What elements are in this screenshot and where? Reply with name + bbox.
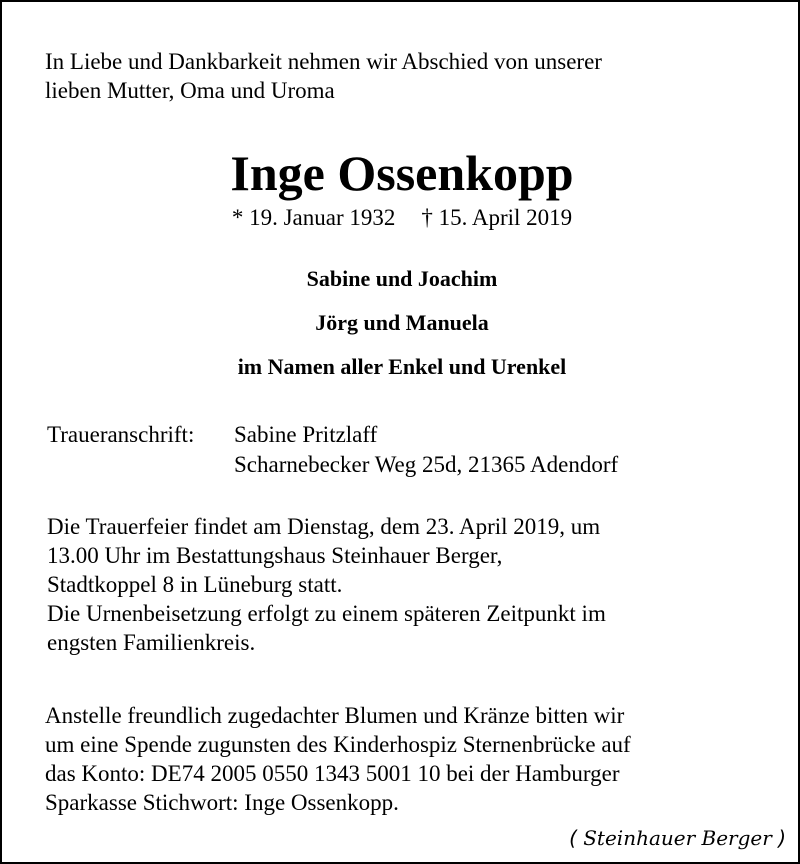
mourner-line: im Namen aller Enkel und Urenkel: [237, 354, 567, 379]
address-line: Sabine Pritzlaff: [234, 422, 378, 447]
ceremony-line: Die Urnenbeisetzung erfolgt zu einem späteren Zeitpunkt im: [47, 601, 606, 626]
address-line: Scharnebecker Weg 25d, 21365 Adendorf: [234, 452, 619, 477]
signature-paren-open: (: [569, 826, 577, 850]
ceremony-line: Die Trauerfeier findet am Dienstag, dem 23. April 2019, um: [47, 514, 601, 539]
ceremony-line: Stadtkoppel 8 in Lüneburg statt.: [47, 572, 343, 597]
intro-line: In Liebe und Dankbarkeit nehmen wir Abschied von unserer: [45, 49, 602, 74]
mourner-line: Jörg und Manuela: [315, 310, 489, 335]
ceremony-info: [47, 512, 767, 657]
donation-line: um eine Spende zugunsten des Kinderhospiz Sternenbrücke auf: [45, 732, 631, 757]
signature-paren-close: ): [778, 826, 786, 850]
deceased-name: Inge Ossenkopp: [230, 145, 574, 201]
mourners-list: [2, 264, 800, 396]
life-dates: [2, 203, 800, 232]
mourner-line: Sabine und Joachim: [306, 266, 498, 291]
death-date: † 15. April 2019: [421, 205, 573, 230]
donation-info: [45, 701, 785, 817]
ceremony-line: engsten Familienkreis.: [47, 630, 256, 655]
birth-date: * 19. Januar 1932: [231, 205, 396, 230]
signature-text: Steinhauer Berger: [583, 826, 772, 850]
address-label: Traueranschrift:: [47, 422, 195, 447]
ceremony-line: 13.00 Uhr im Bestattungshaus Steinhauer Berger,: [47, 543, 503, 568]
funeral-home-signature: [569, 825, 786, 851]
intro-line: lieben Mutter, Oma und Uroma: [45, 78, 335, 103]
donation-line: Sparkasse Stichwort: Inge Ossenkopp.: [45, 790, 399, 815]
address-lines: [234, 420, 754, 480]
donation-line: das Konto: DE74 2005 0550 1343 5001 10 bei der Hamburger: [45, 761, 620, 786]
donation-line: Anstelle freundlich zugedachter Blumen und Kränze bitten wir: [45, 703, 625, 728]
intro-text: [45, 47, 765, 105]
